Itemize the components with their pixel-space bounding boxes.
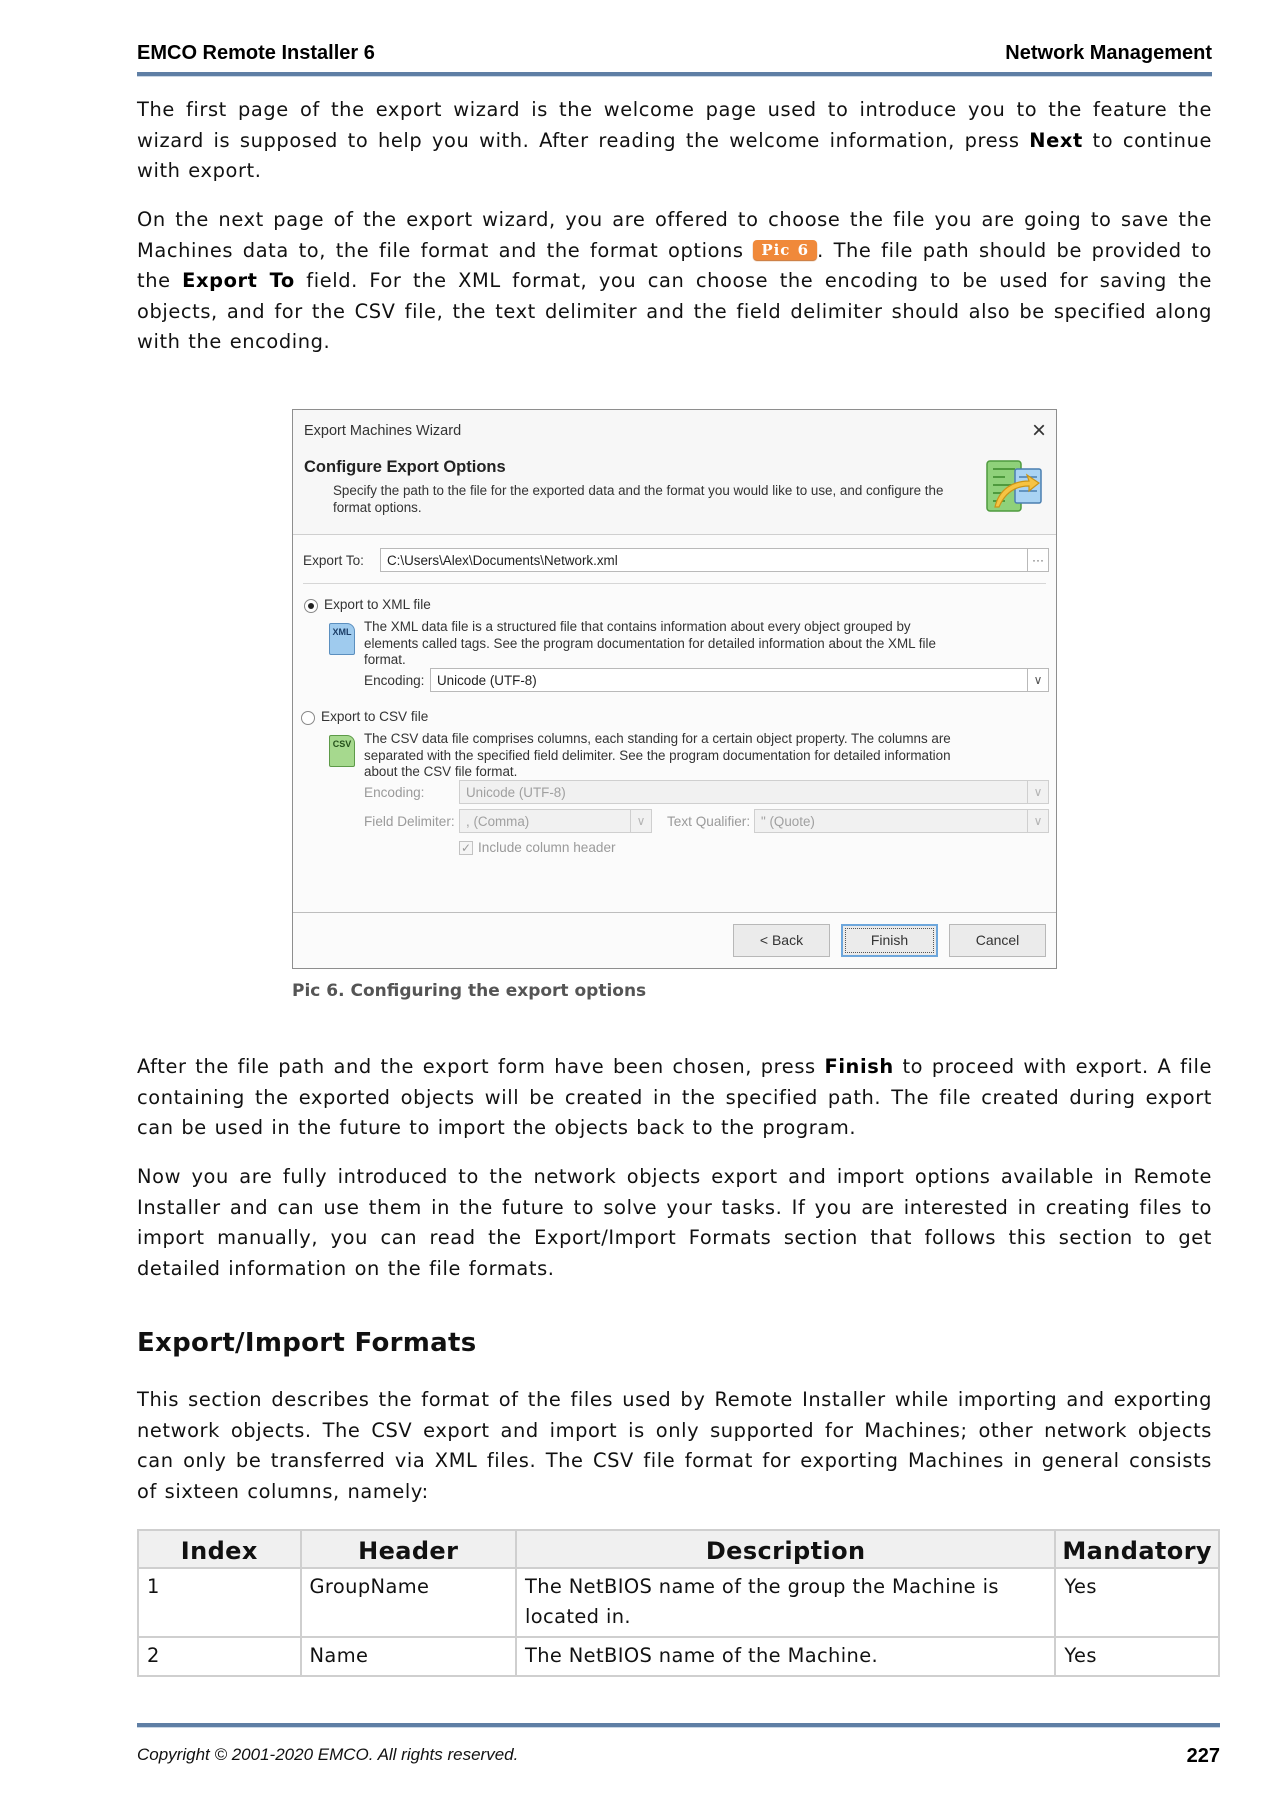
chevron-down-icon[interactable]: ∨ <box>630 809 652 833</box>
section-heading: Export/Import Formats <box>137 1328 477 1358</box>
paragraph-welcome: The first page of the export wizard is the welcome page used to introduce you to the feature the wizard is supposed to help you with. After reading the welcome information, press Next to continue with export. <box>137 98 1212 182</box>
text-qualifier-label: Text Qualifier: <box>667 814 751 829</box>
page-header-section: Network Management <box>1005 42 1212 64</box>
back-button[interactable]: < Back <box>733 924 830 957</box>
export-to-label: Export To: <box>303 553 364 568</box>
include-header-checkbox[interactable]: ✓ <box>460 841 472 855</box>
table-cell: The NetBIOS name of the group the Machine is located in. <box>516 1568 1055 1637</box>
close-icon[interactable]: × <box>1031 417 1046 444</box>
paragraph-next-page: On the next page of the export wizard, you are offered to choose the file you are going to save the Machines data to, the file format and the format options Pic 6 . The file path should be provided to the Export To field. For the XML format, you can choose the encoding to be used for saving the objects, and for the CSV file, the text delimiter and the field delimiter should also be specified along with the encoding. <box>137 208 1212 353</box>
dialog-heading: Configure Export Options <box>304 458 506 476</box>
csv-file-icon: CSV <box>329 735 355 767</box>
csv-encoding-label: Encoding: <box>364 785 425 800</box>
paragraph-finish: After the file path and the export form have been chosen, press Finish to proceed with export. A file containing the exported objects will be created in the specified path. The file created during export can be used in the future to import the objects back to the program. <box>137 1055 1212 1139</box>
csv-radio-button[interactable] <box>301 711 315 725</box>
export-machines-wizard-dialog <box>292 409 1057 969</box>
field-delimiter-label: Field Delimiter: <box>364 814 455 829</box>
paragraph-introduced: Now you are fully introduced to the network objects export and import options available in Remote Installer and can use them in the future to solve your tasks. If you are interested in creating files to import manually, you can read the Export/Import Formats section that follows this section to get detailed information on the file formats. <box>137 1165 1212 1280</box>
export-to-input[interactable]: C:\Users\Alex\Documents\Network.xml ··· <box>380 548 1049 572</box>
dialog-title: Export Machines Wizard <box>304 423 462 439</box>
column-header: Description <box>516 1530 1055 1568</box>
cancel-button[interactable]: Cancel <box>949 924 1046 957</box>
column-header: Mandatory <box>1055 1530 1219 1568</box>
table-row <box>138 1637 1219 1676</box>
export-document-icon <box>983 455 1045 517</box>
copyright-text: Copyright © 2001-2020 EMCO. All rights reserved. <box>137 1745 519 1764</box>
pic-6-badge-link[interactable]: Pic 6 <box>753 240 817 260</box>
xml-encoding-label: Encoding: <box>364 673 425 688</box>
csv-option-label[interactable]: Export to CSV file <box>321 709 429 724</box>
include-header-label[interactable]: Include column header <box>478 840 616 855</box>
xml-option-description: The XML data file is a structured file that contains information about every object grouped by elements called tags. See the program documentation for detailed information about the XML file format. <box>364 619 936 667</box>
column-header: Index <box>138 1530 301 1568</box>
column-header: Header <box>301 1530 516 1568</box>
paragraph-formats: This section describes the format of the files used by Remote Installer while importing and exporting network objects. The CSV export and import is only supported for Machines; other network objects can only be transferred via XML files. The CSV file format for exporting Machines in general consists of sixteen columns, namely: <box>137 1388 1212 1503</box>
figure-caption: Pic 6. Configuring the export options <box>292 981 647 1001</box>
xml-option-label[interactable]: Export to XML file <box>324 597 431 612</box>
table-cell: 1 <box>138 1568 301 1637</box>
table-cell: 2 <box>138 1637 301 1676</box>
csv-option-description: The CSV data file comprises columns, each standing for a certain object property. The columns are separated with the specified field delimiter. See the program documentation for detailed information about the CSV file format. <box>364 731 951 779</box>
browse-button[interactable]: ··· <box>1027 548 1049 572</box>
dialog-footer <box>293 912 1056 968</box>
page-number: 227 <box>1186 1745 1220 1767</box>
chevron-down-icon[interactable]: ∨ <box>1027 668 1049 692</box>
table-cell: Yes <box>1055 1568 1219 1637</box>
footer-rule <box>137 1723 1220 1728</box>
finish-button[interactable]: Finish <box>841 924 938 957</box>
page-header-title: EMCO Remote Installer 6 <box>137 42 375 64</box>
chevron-down-icon[interactable]: ∨ <box>1027 780 1049 804</box>
table-row <box>138 1568 1219 1637</box>
field-delimiter-select[interactable]: , (Comma) ∨ <box>459 809 652 833</box>
header-rule <box>137 72 1212 77</box>
divider <box>303 583 1046 584</box>
bold-export-to: Export To <box>182 269 295 292</box>
bold-next: Next <box>1029 128 1083 152</box>
csv-columns-table <box>137 1529 1220 1677</box>
chevron-down-icon[interactable]: ∨ <box>1027 809 1049 833</box>
dialog-header <box>293 410 1056 535</box>
table-cell: Name <box>301 1637 516 1676</box>
xml-file-icon: XML <box>329 623 355 655</box>
dialog-body <box>293 535 1056 912</box>
text-qualifier-select[interactable]: " (Quote) ∨ <box>754 809 1049 833</box>
xml-encoding-select[interactable]: Unicode (UTF-8) ∨ <box>430 668 1049 692</box>
table-cell: The NetBIOS name of the Machine. <box>516 1637 1055 1676</box>
table-cell: GroupName <box>301 1568 516 1637</box>
table-header-row <box>138 1530 1219 1568</box>
csv-encoding-select[interactable]: Unicode (UTF-8) ∨ <box>459 780 1049 804</box>
dialog-description: Specify the path to the file for the exported data and the format you would like to use, and configure the format options. <box>333 483 944 515</box>
table-cell: Yes <box>1055 1637 1219 1676</box>
bold-finish: Finish <box>824 1055 894 1078</box>
xml-radio-button[interactable] <box>304 599 318 613</box>
